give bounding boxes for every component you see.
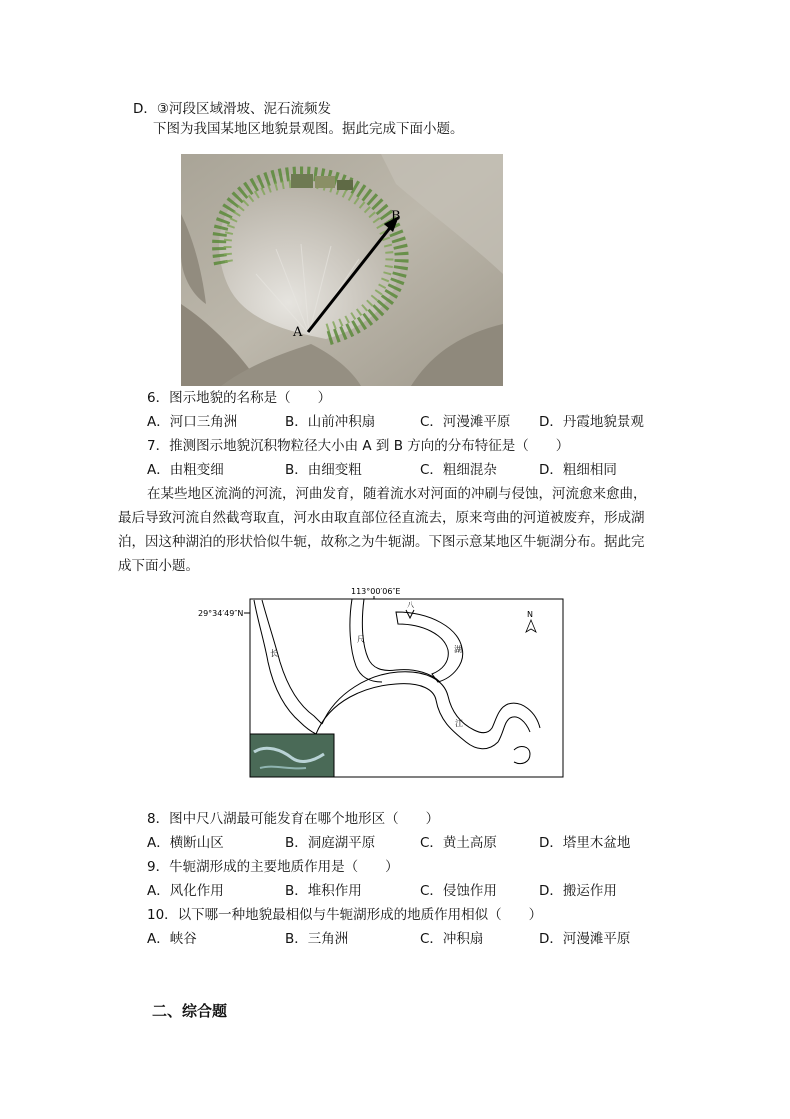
q7-option-c[interactable]: C．粗细混杂 <box>420 462 497 478</box>
label-b: B <box>391 209 401 224</box>
question-7-options <box>147 461 707 479</box>
q6-option-a[interactable]: A．河口三角洲 <box>147 414 238 430</box>
q10-option-a[interactable]: A．峡谷 <box>147 931 197 947</box>
q10-option-b[interactable]: B．三角洲 <box>285 931 349 947</box>
q7-option-b[interactable]: B．由细变粗 <box>285 462 362 478</box>
q7-option-d[interactable]: D．粗细相同 <box>539 462 617 478</box>
question-9-stem: 9．牛轭湖形成的主要地质作用是（ ） <box>147 859 399 875</box>
q9-option-d[interactable]: D．搬运作用 <box>539 883 617 899</box>
longitude-label: 113°00′06″E <box>351 587 401 596</box>
label-jiang: 江 <box>455 719 463 728</box>
intro-oxbow-paragraph <box>118 482 688 578</box>
q8-option-a[interactable]: A．横断山区 <box>147 835 224 851</box>
q6-option-d[interactable]: D．丹霞地貌景观 <box>539 414 644 430</box>
q8-option-b[interactable]: B．洞庭湖平原 <box>285 835 376 851</box>
alluvial-fan-image <box>181 154 503 386</box>
question-7-stem: 7．推测图示地貌沉积物粒径大小由 A 到 B 方向的分布特征是（ ） <box>147 438 570 454</box>
latitude-label: 29°34′49″N <box>198 609 244 618</box>
label-ba: 八 <box>407 601 414 609</box>
q6-option-b[interactable]: B．山前冲积扇 <box>285 414 376 430</box>
q9-option-b[interactable]: B．堆积作用 <box>285 883 362 899</box>
question-9-options <box>147 882 707 900</box>
question-10-options <box>147 930 707 948</box>
q10-option-d[interactable]: D．河漫滩平原 <box>539 931 631 947</box>
question-6-stem: 6．图示地貌的名称是（ ） <box>147 390 332 406</box>
label-hu: 湖 <box>454 645 462 654</box>
oxbow-lake-map <box>196 582 566 782</box>
previous-option-d: D．③河段区域滑坡、泥石流频发 <box>133 101 331 117</box>
label-a: A <box>293 325 303 340</box>
intro-line-3: 泊，因这种湖泊的形状恰似牛轭，故称之为牛轭湖。下图示意某地区牛轭湖分布。据此完 <box>118 534 645 550</box>
q10-option-c[interactable]: C．冲积扇 <box>420 931 484 947</box>
q9-option-c[interactable]: C．侵蚀作用 <box>420 883 497 899</box>
intro-line-4: 成下面小题。 <box>118 558 199 574</box>
section-2-heading: 二、综合题 <box>152 1002 228 1020</box>
q9-option-a[interactable]: A．风化作用 <box>147 883 224 899</box>
north-label: N <box>527 610 533 619</box>
q6-option-c[interactable]: C．河漫滩平原 <box>420 414 511 430</box>
intro-line-2: 最后导致河流自然截弯取直，河水由取直部位径直流去，原来弯曲的河道被废弃，形成湖 <box>118 510 645 526</box>
intro-line-1: 在某些地区流淌的河流，河曲发育，随着流水对河面的冲刷与侵蚀，河流愈来愈曲， <box>147 486 647 502</box>
question-8-options <box>147 834 707 852</box>
label-chang: 长 <box>270 649 278 658</box>
question-6-options <box>147 413 707 431</box>
question-8-stem: 8．图中尺八湖最可能发育在哪个地形区（ ） <box>147 811 440 827</box>
q8-option-c[interactable]: C．黄土高原 <box>420 835 497 851</box>
label-chi: 尺 <box>357 635 365 644</box>
question-10-stem: 10．以下哪一种地貌最相似与牛轭湖形成的地质作用相似（ ） <box>147 907 543 923</box>
intro-figure1: 下图为我国某地区地貌景观图。据此完成下面小题。 <box>153 121 464 137</box>
q7-option-a[interactable]: A．由粗变细 <box>147 462 224 478</box>
q8-option-d[interactable]: D．塔里木盆地 <box>539 835 631 851</box>
